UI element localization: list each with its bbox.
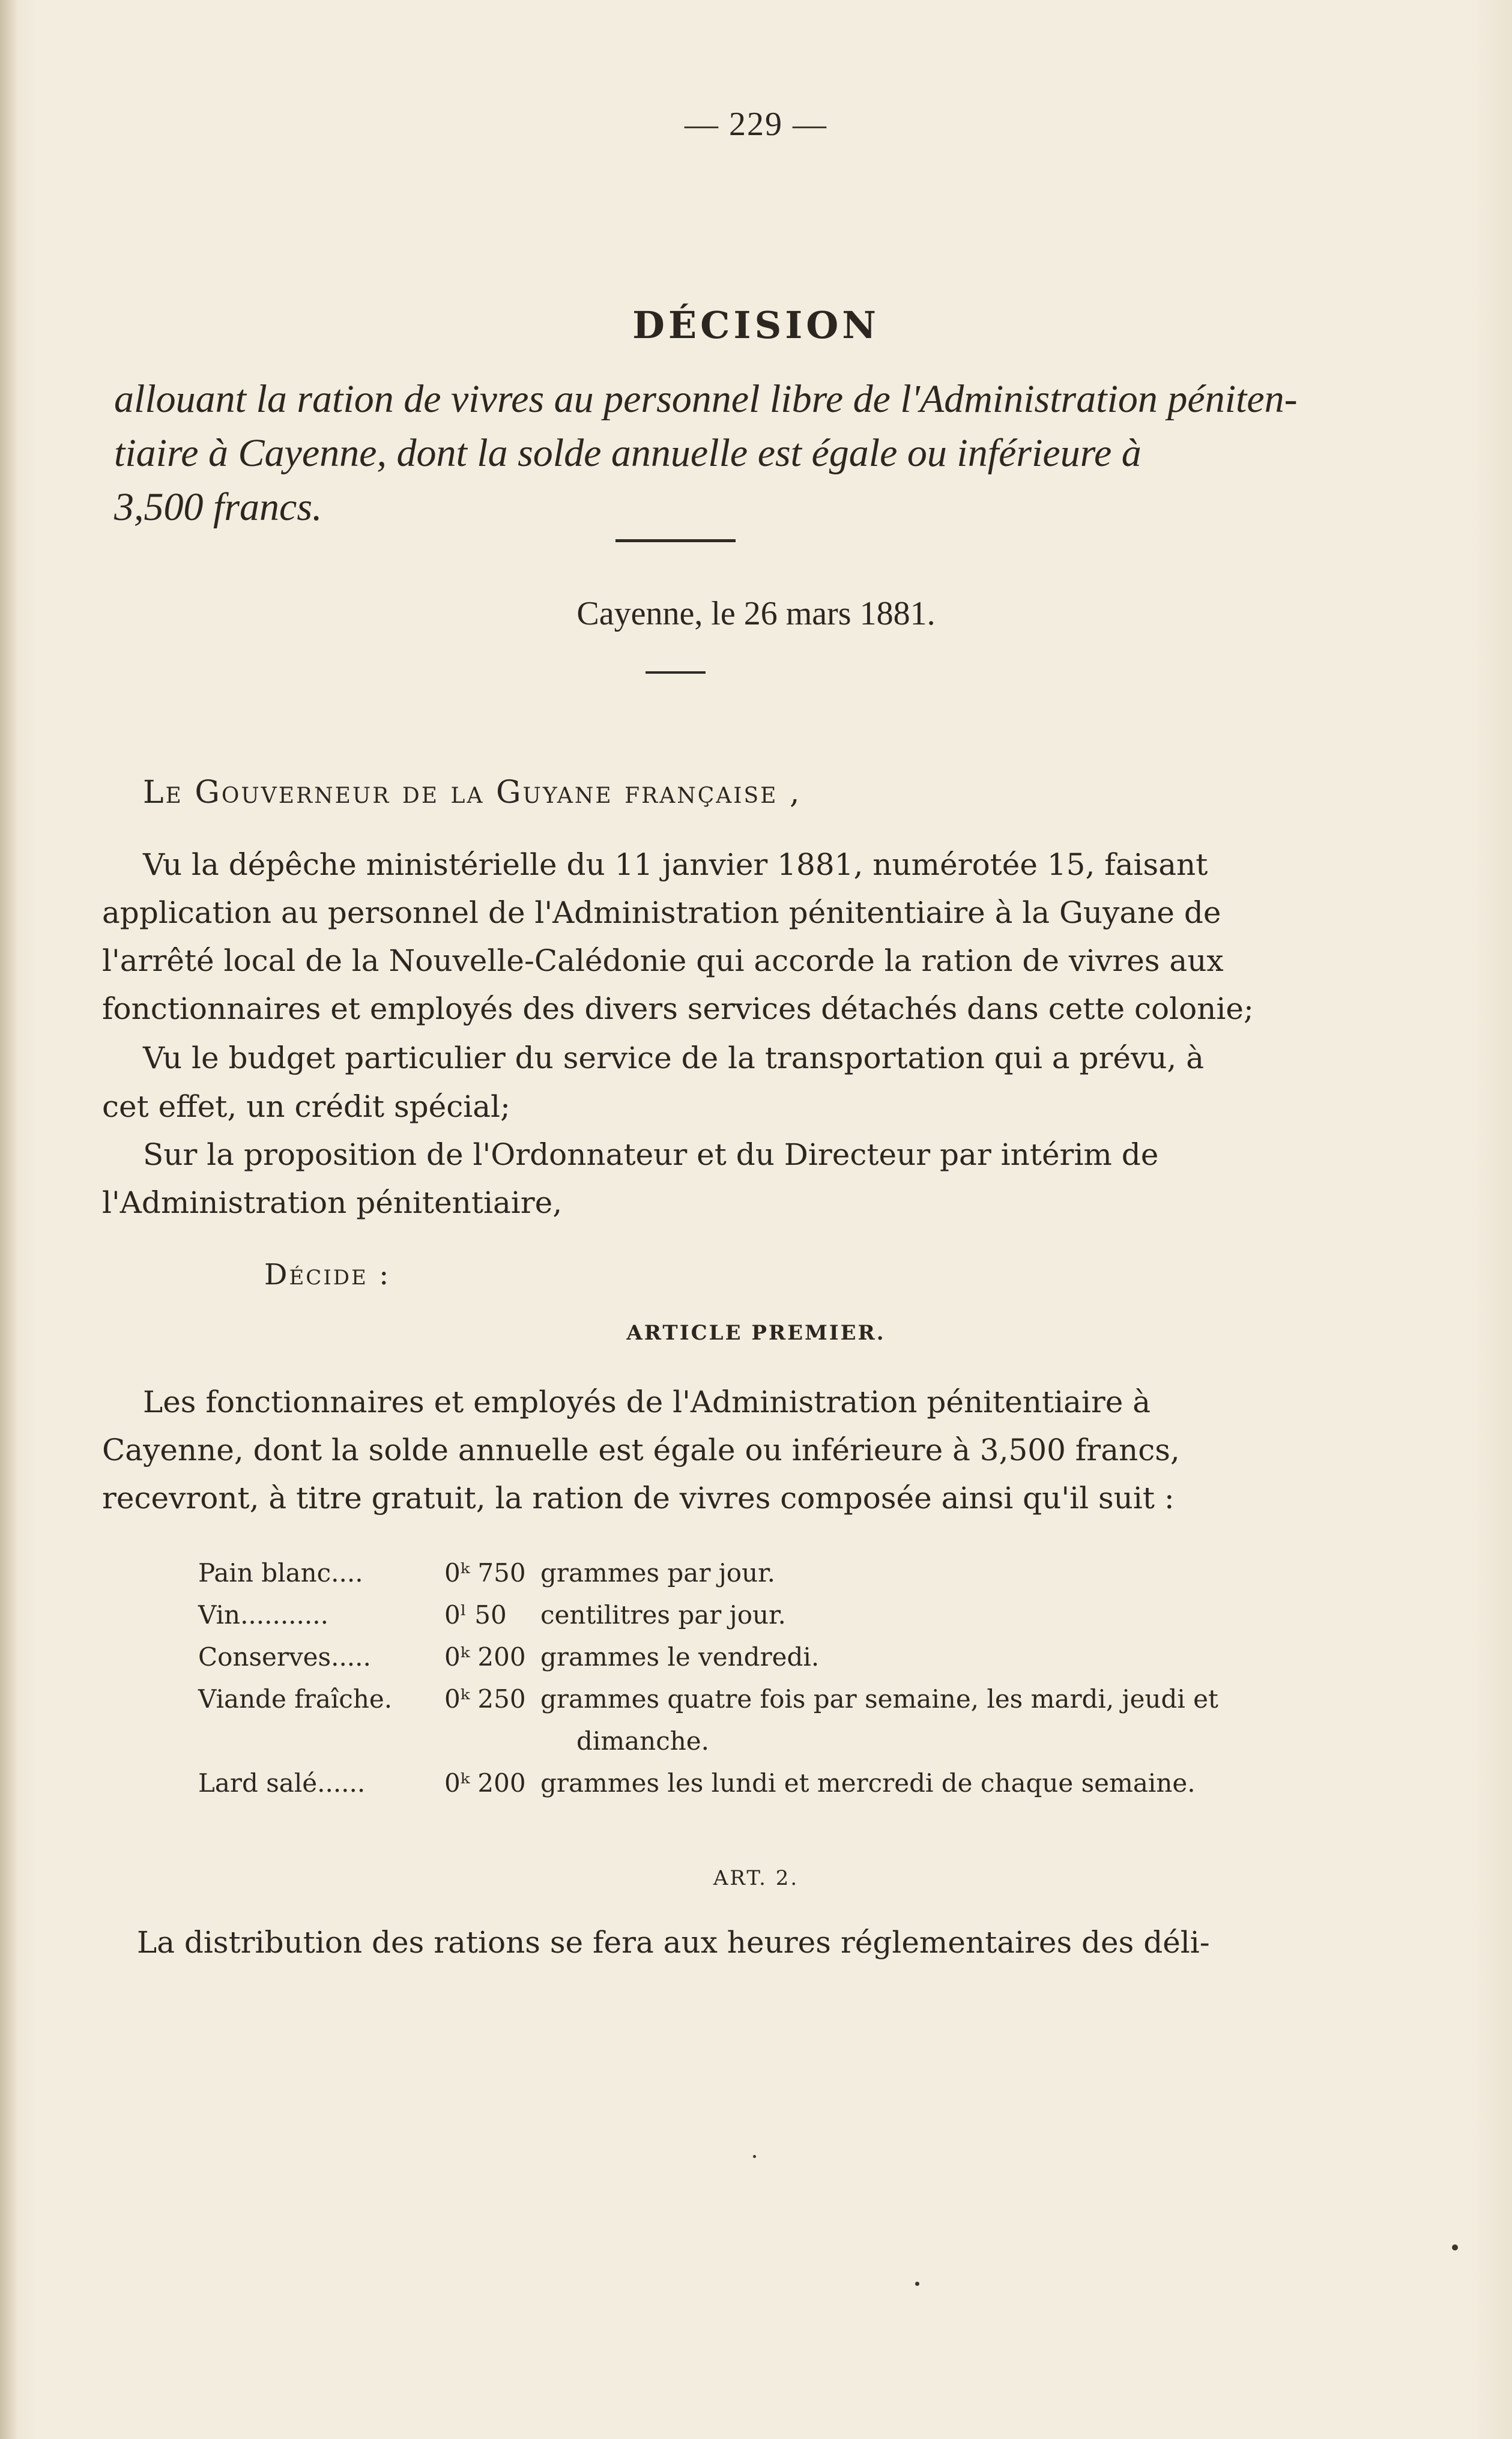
paper-speck — [1452, 2244, 1458, 2250]
title-divider — [615, 539, 736, 542]
body-line-3: l'arrêté local de la Nouvelle-Calédonie qui accorde la ration de vivres aux — [102, 943, 1224, 978]
paper-speck — [915, 2282, 919, 2286]
body-line-1: Vu la dépêche ministérielle du 11 janvier 1881, numérotée 15, faisant — [143, 847, 1208, 882]
body-line-4: fonctionnaires et employés des divers services détachés dans cette colonie; — [102, 991, 1254, 1026]
article-2-heading: ART. 2. — [713, 1866, 799, 1890]
ration-quantity: 0ˡ 50 — [444, 1600, 507, 1630]
ration-row — [0, 1762, 1512, 1804]
article-1-heading: ARTICLE PREMIER. — [626, 1321, 886, 1345]
place-date: Cayenne, le 26 mars 1881. — [576, 595, 936, 632]
ration-quantity: 0ᵏ 200 — [444, 1768, 526, 1798]
ration-row — [0, 1594, 1512, 1636]
body-line-7: Sur la proposition de l'Ordonnateur et du Directeur par intérim de — [143, 1137, 1159, 1172]
ration-row — [0, 1552, 1512, 1594]
article-2-line-1: La distribution des rations se fera aux heures réglementaires des déli- — [137, 1925, 1210, 1960]
decide-heading: Décide : — [264, 1258, 391, 1292]
ration-quantity: 0ᵏ 250 — [444, 1684, 526, 1714]
body-line-8: l'Administration pénitentiaire, — [102, 1185, 563, 1220]
body-line-6: cet effet, un crédit spécial; — [102, 1089, 510, 1124]
ration-quantity: 0ᵏ 750 — [444, 1558, 526, 1588]
governor-heading: Le Gouverneur de la Guyane française , — [143, 775, 802, 811]
ration-item: Vin........... — [198, 1600, 328, 1630]
article-1-line-1: Les fonctionnaires et employés de l'Administration pénitentiaire à — [143, 1385, 1151, 1419]
body-line-2: application au personnel de l'Administration pénitentiaire à la Guyane de — [102, 895, 1221, 930]
ration-row — [0, 1636, 1512, 1678]
ration-quantity: 0ᵏ 200 — [444, 1642, 526, 1672]
binding-edge — [0, 0, 17, 2439]
ration-row — [0, 1678, 1512, 1762]
ration-description: centilitres par jour. — [540, 1600, 786, 1630]
subtitle-line-2: tiaire à Cayenne, dont la solde annuelle est égale ou inférieure à — [114, 431, 1142, 475]
ration-description: grammes les lundi et mercredi de chaque semaine. — [540, 1768, 1196, 1798]
ration-description: grammes le vendredi. — [540, 1642, 820, 1672]
subtitle-line-3: 3,500 francs. — [114, 485, 322, 529]
ration-item: Viande fraîche. — [198, 1684, 393, 1714]
ration-description: grammes par jour. — [540, 1558, 775, 1588]
ration-item: Conserves..... — [198, 1642, 371, 1672]
ration-item: Lard salé...... — [198, 1768, 366, 1798]
ration-description: grammes quatre fois par semaine, les mardi, jeudi et — [540, 1684, 1218, 1714]
date-divider — [646, 671, 706, 674]
paper-speck — [753, 2155, 756, 2158]
page-number: — 229 — — [685, 106, 827, 143]
body-line-5: Vu le budget particulier du service de la transportation qui a prévu, à — [143, 1041, 1205, 1075]
ration-item: Pain blanc.... — [198, 1558, 363, 1588]
article-1-line-2: Cayenne, dont la solde annuelle est égale ou inférieure à 3,500 francs, — [102, 1433, 1180, 1467]
decision-title: DÉCISION — [632, 303, 880, 347]
subtitle-line-1: allouant la ration de vivres au personnel libre de l'Administration péniten- — [114, 377, 1298, 421]
article-1-line-3: recevront, à titre gratuit, la ration de vivres composée ainsi qu'il suit : — [102, 1481, 1175, 1516]
ration-description-continued: dimanche. — [576, 1726, 710, 1756]
